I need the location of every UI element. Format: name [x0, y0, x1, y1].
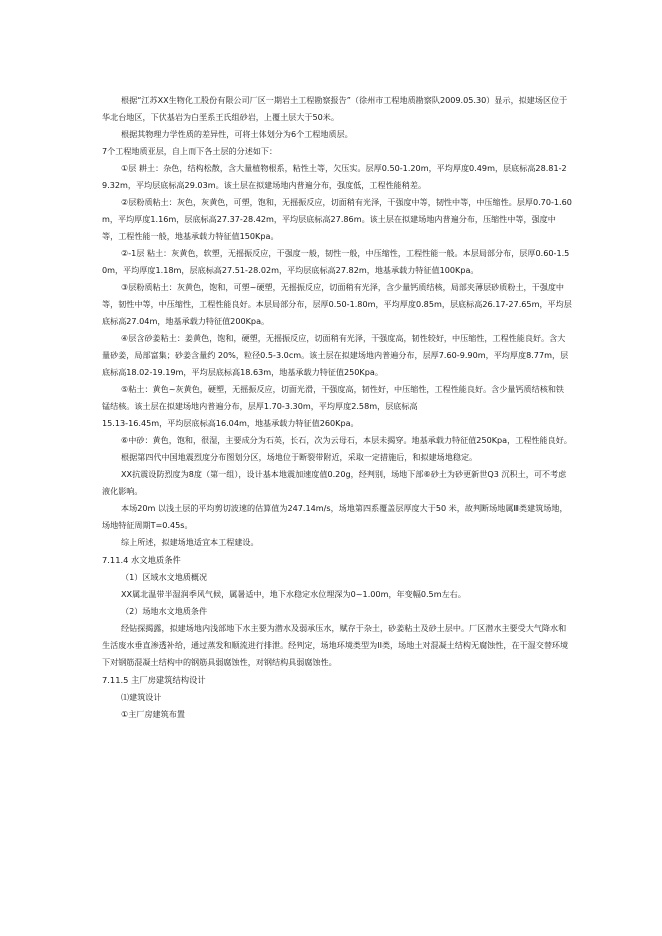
paragraph: ①层 耕土：杂色，结构松散，含大量植物根系，粘性土等，欠压实。层厚0.50-1.20m，平均厚度0.49m，层底标高28.81-29.32m，平均层底标高29.03m。该土层在拟建场地内普遍分布，强度低，工程性能稍差。	[102, 163, 567, 190]
paragraph: XX抗震设防烈度为8度（第一组），设计基本地震加速度值0.20g，经判别，场地下部⑥砂土为砂更新世Q3 沉积土，可不考虑液化影响。	[102, 469, 567, 496]
paragraph: ⑥中砂：黄色，饱和，很湿，主要成分为石英，长石，次为云母石，本层未揭穿。地基承载力特征值250Kpa，工程性能良好。	[121, 435, 572, 445]
paragraph: ③层粉质粘土：灰黄色，饱和，可塑~硬塑，无摇振反应，切面稍有光泽，含少量钙质结核，局部夹薄层砂质粉土，干强度中等，韧性中等，中压缩性，工程性能良好。本层局部分布，层厚0.50-1.80m，平均厚度0.85m，层底标高26.17-27.65m，平均层底标高27.04m，地基承载力特征值200Kpa。	[102, 282, 572, 326]
paragraph: 7个工程地质亚层，自上而下各土层的分述如下：	[102, 146, 278, 156]
paragraph: 15.13-16.45m，平均层底标高16.04m，地基承载力特征值260Kpa。	[102, 418, 359, 428]
section-heading: 7.11.5 主厂房建筑结构设计	[102, 675, 206, 685]
paragraph: ②层粉质粘土：灰色，灰黄色，可塑，饱和，无摇振反应，切面稍有光泽，干强度中等，韧性中等，中压缩性。层厚0.70-1.60m，平均厚度1.16m，层底标高27.37-28.42m，平均层底标高27.86m。该土层在拟建场地内普遍分布，压缩性中等，强度中等，工程性能一般，地基承载力特征值150Kpa。	[102, 197, 572, 241]
paragraph: 根据“江苏XX生物化工股份有限公司厂区一期岩土工程勘察报告”（徐州市工程地质勘察队2009.05.30）显示，拟建场区位于华北台地区，下伏基岩为白垩系王氏组砂岩，上覆土层大于50米。	[102, 95, 568, 122]
paragraph: 综上所述，拟建场地适宜本工程建设。	[121, 537, 259, 547]
paragraph: （1）区域水文地质概况	[121, 572, 208, 582]
paragraph: ①主厂房建筑布置	[121, 709, 185, 719]
paragraph: ⑤粘土：黄色~灰黄色，硬塑，无摇振反应，切面光滑，干强度高，韧性好，中压缩性，工程性能良好。含少量钙质结核和铁锰结核。该土层在拟建场地内普遍分布，层厚1.70-3.30m，平均厚度2.58m，层底标高	[102, 384, 565, 411]
paragraph: 根据第四代中国地震烈度分布图划分区，场地位于断裂带附近，采取一定措施后，和拟建场地稳定。	[121, 452, 478, 462]
paragraph: 经钻探揭露，拟建场地内浅部地下水主要为潜水及弱承压水，赋存于杂土，砂姜粘土及砂土层中。厂区潜水主要受大气降水和生活废水垂直渗透补给，通过蒸发和顺流进行排泄。经判定，场地环境类型为II类，场地土对混凝土结构无腐蚀性，在干湿交替环境下对钢筋混凝土结构中的钢筋具弱腐蚀性，对钢结构具弱腐蚀性。	[102, 623, 569, 667]
document-body	[102, 92, 572, 723]
paragraph: （2）场地水文地质条件	[121, 606, 208, 616]
paragraph: ⑴建筑设计	[121, 692, 162, 702]
paragraph: ②-1层 粘土：灰黄色，软塑，无摇振反应，干强度一般，韧性一般，中压缩性，工程性能一般。本层局部分布，层厚0.60-1.50m，平均厚度1.18m，层底标高27.51-28.02m，平均层底标高27.82m，地基承载力特征值100Kpa。	[102, 248, 570, 275]
paragraph: 根据其物理力学性质的差异性，可将土体划分为6个工程地质层。	[121, 129, 353, 139]
paragraph: 本场20m 以浅土层的平均剪切波速的估算值为247.14m/s，场地第四系覆盖层厚度大于50 米，故判断场地属Ⅲ类建筑场地，场地特征周期T=0.45s。	[102, 503, 568, 530]
paragraph: ④层含砂姜粘土：姜黄色，饱和，硬塑，无摇振反应，切面稍有光泽，干强度高，韧性较好，中压缩性，工程性能良好。含大量砂姜，局部富集；砂姜含量约 20%，粒径0.5-3.0cm。该土层在拟建场地内普遍分布，层厚7.60-9.90m，平均厚度8.77m，层底标高18.02-19.19m，平均层底标高18.63m，地基承载力特征值250Kpa。	[102, 333, 569, 377]
section-heading: 7.11.4 水文地质条件	[102, 555, 181, 565]
paragraph: XX属北温带半湿润季风气候，属暑适中，地下水稳定水位埋深为0~1.00m，年变幅0.5m左右。	[121, 589, 466, 599]
